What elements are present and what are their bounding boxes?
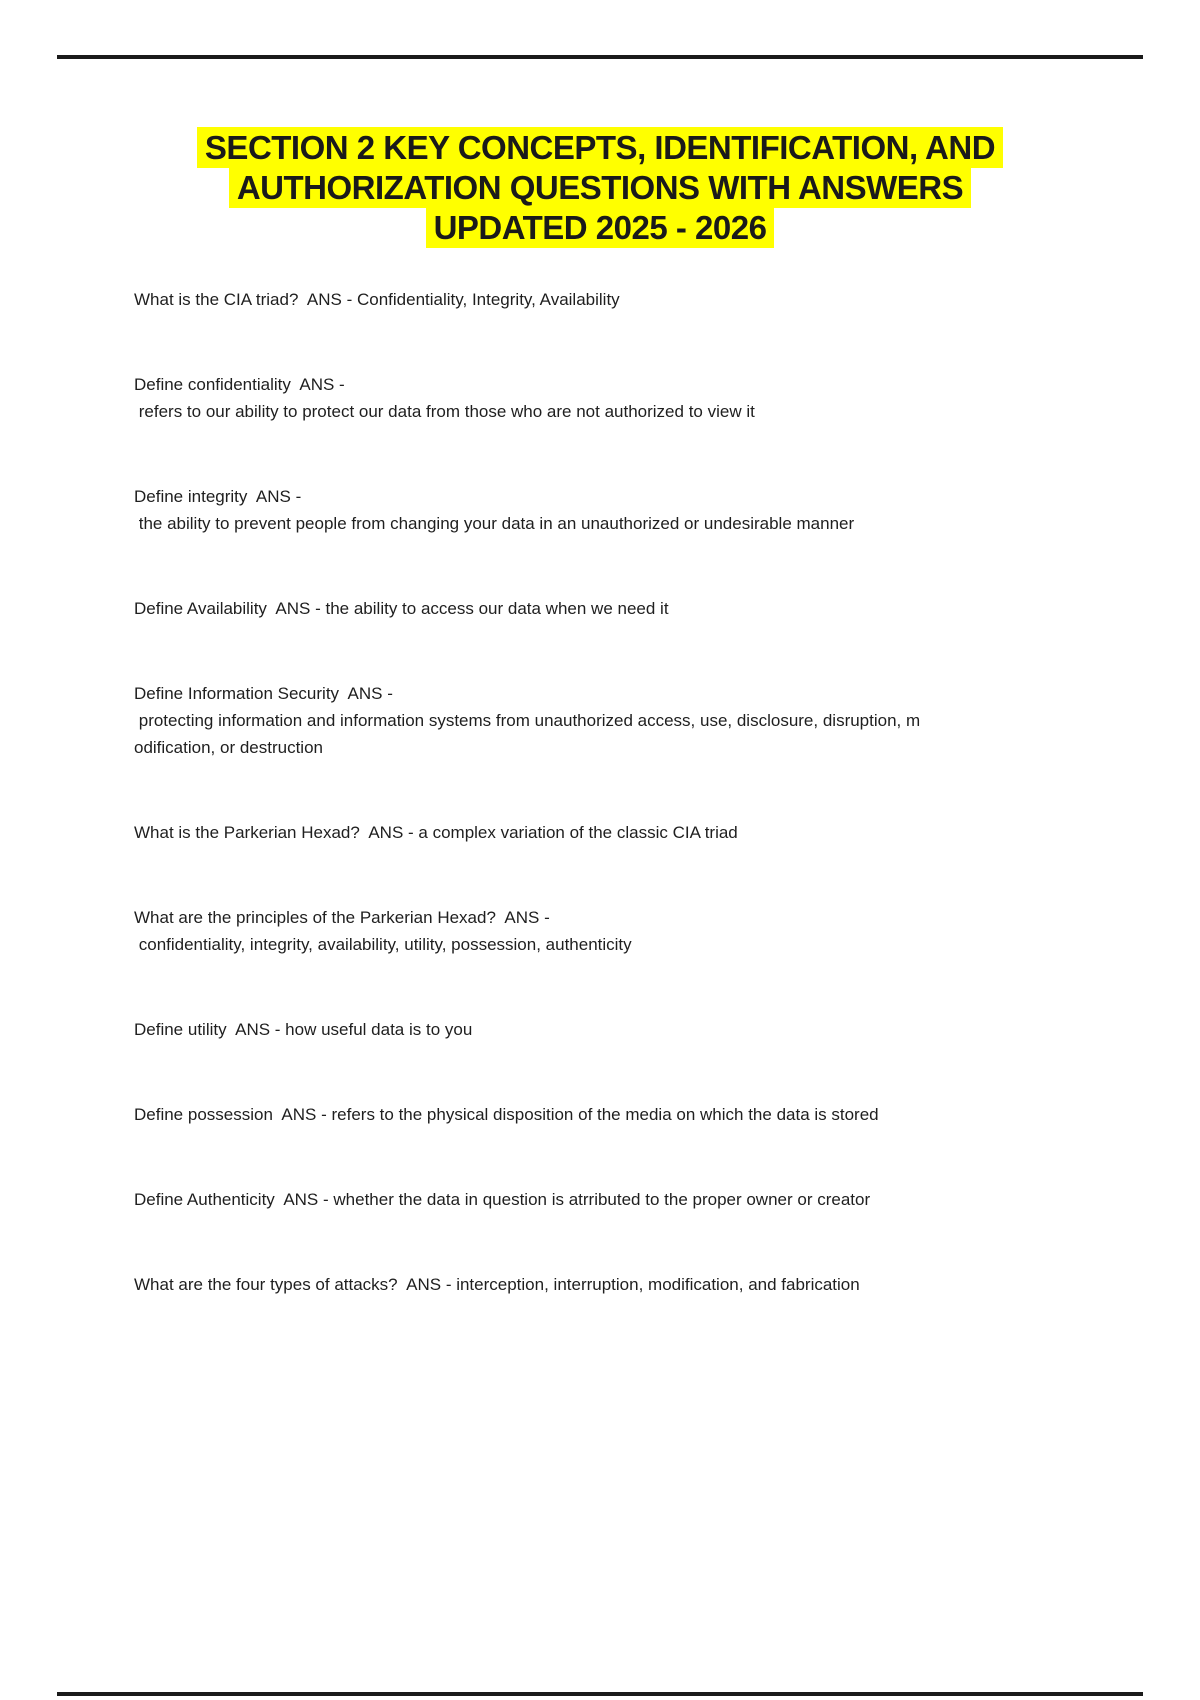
qa-text-line: Define utility ANS - how useful data is to you xyxy=(134,1020,473,1039)
title-highlight: SECTION 2 KEY CONCEPTS, IDENTIFICATION, AND xyxy=(197,127,1003,168)
qa-text-line: odification, or destruction xyxy=(134,738,323,757)
qa-text-line: Define Authenticity ANS - whether the data in question is atrributed to the proper owner or creator xyxy=(134,1190,871,1209)
document-title xyxy=(134,128,1066,248)
bottom-horizontal-rule xyxy=(57,1692,1143,1696)
qa-item-authenticity xyxy=(134,1186,1066,1213)
qa-item-integrity xyxy=(134,483,1066,537)
qa-list xyxy=(134,286,1066,1298)
qa-text-line: protecting information and information systems from unauthorized access, use, disclosure, disruption, m xyxy=(134,711,921,730)
qa-text-line: Define Availability ANS - the ability to access our data when we need it xyxy=(134,599,669,618)
title-line xyxy=(134,168,1066,208)
qa-item-parkerian-hexad xyxy=(134,819,1066,846)
qa-item-confidentiality xyxy=(134,371,1066,425)
title-highlight: UPDATED 2025 - 2026 xyxy=(426,207,775,248)
title-highlight: AUTHORIZATION QUESTIONS WITH ANSWERS xyxy=(229,167,971,208)
qa-item-availability xyxy=(134,595,1066,622)
qa-text-line: What are the four types of attacks? ANS - interception, interruption, modification, and fabrication xyxy=(134,1275,860,1294)
qa-text-line: What is the Parkerian Hexad? ANS - a complex variation of the classic CIA triad xyxy=(134,823,738,842)
document-content xyxy=(134,0,1066,1356)
qa-item-information-security xyxy=(134,680,1066,761)
qa-text-line: What is the CIA triad? ANS - Confidentiality, Integrity, Availability xyxy=(134,290,620,309)
qa-item-cia-triad xyxy=(134,286,1066,313)
qa-text-line: Define integrity ANS - xyxy=(134,487,302,506)
qa-text-line: What are the principles of the Parkerian Hexad? ANS - xyxy=(134,908,550,927)
qa-text-line: confidentiality, integrity, availability, utility, possession, authenticity xyxy=(134,935,632,954)
qa-text-line: refers to our ability to protect our data from those who are not authorized to view it xyxy=(134,402,755,421)
qa-text-line: the ability to prevent people from changing your data in an unauthorized or undesirable manner xyxy=(134,514,855,533)
qa-text-line: Define possession ANS - refers to the physical disposition of the media on which the data is stored xyxy=(134,1105,879,1124)
title-line xyxy=(134,128,1066,168)
qa-item-parkerian-principles xyxy=(134,904,1066,958)
qa-item-possession xyxy=(134,1101,1066,1128)
qa-text-line: Define Information Security ANS - xyxy=(134,684,393,703)
qa-item-four-attack-types xyxy=(134,1271,1066,1298)
qa-text-line: Define confidentiality ANS - xyxy=(134,375,345,394)
qa-item-utility xyxy=(134,1016,1066,1043)
title-line xyxy=(134,208,1066,248)
